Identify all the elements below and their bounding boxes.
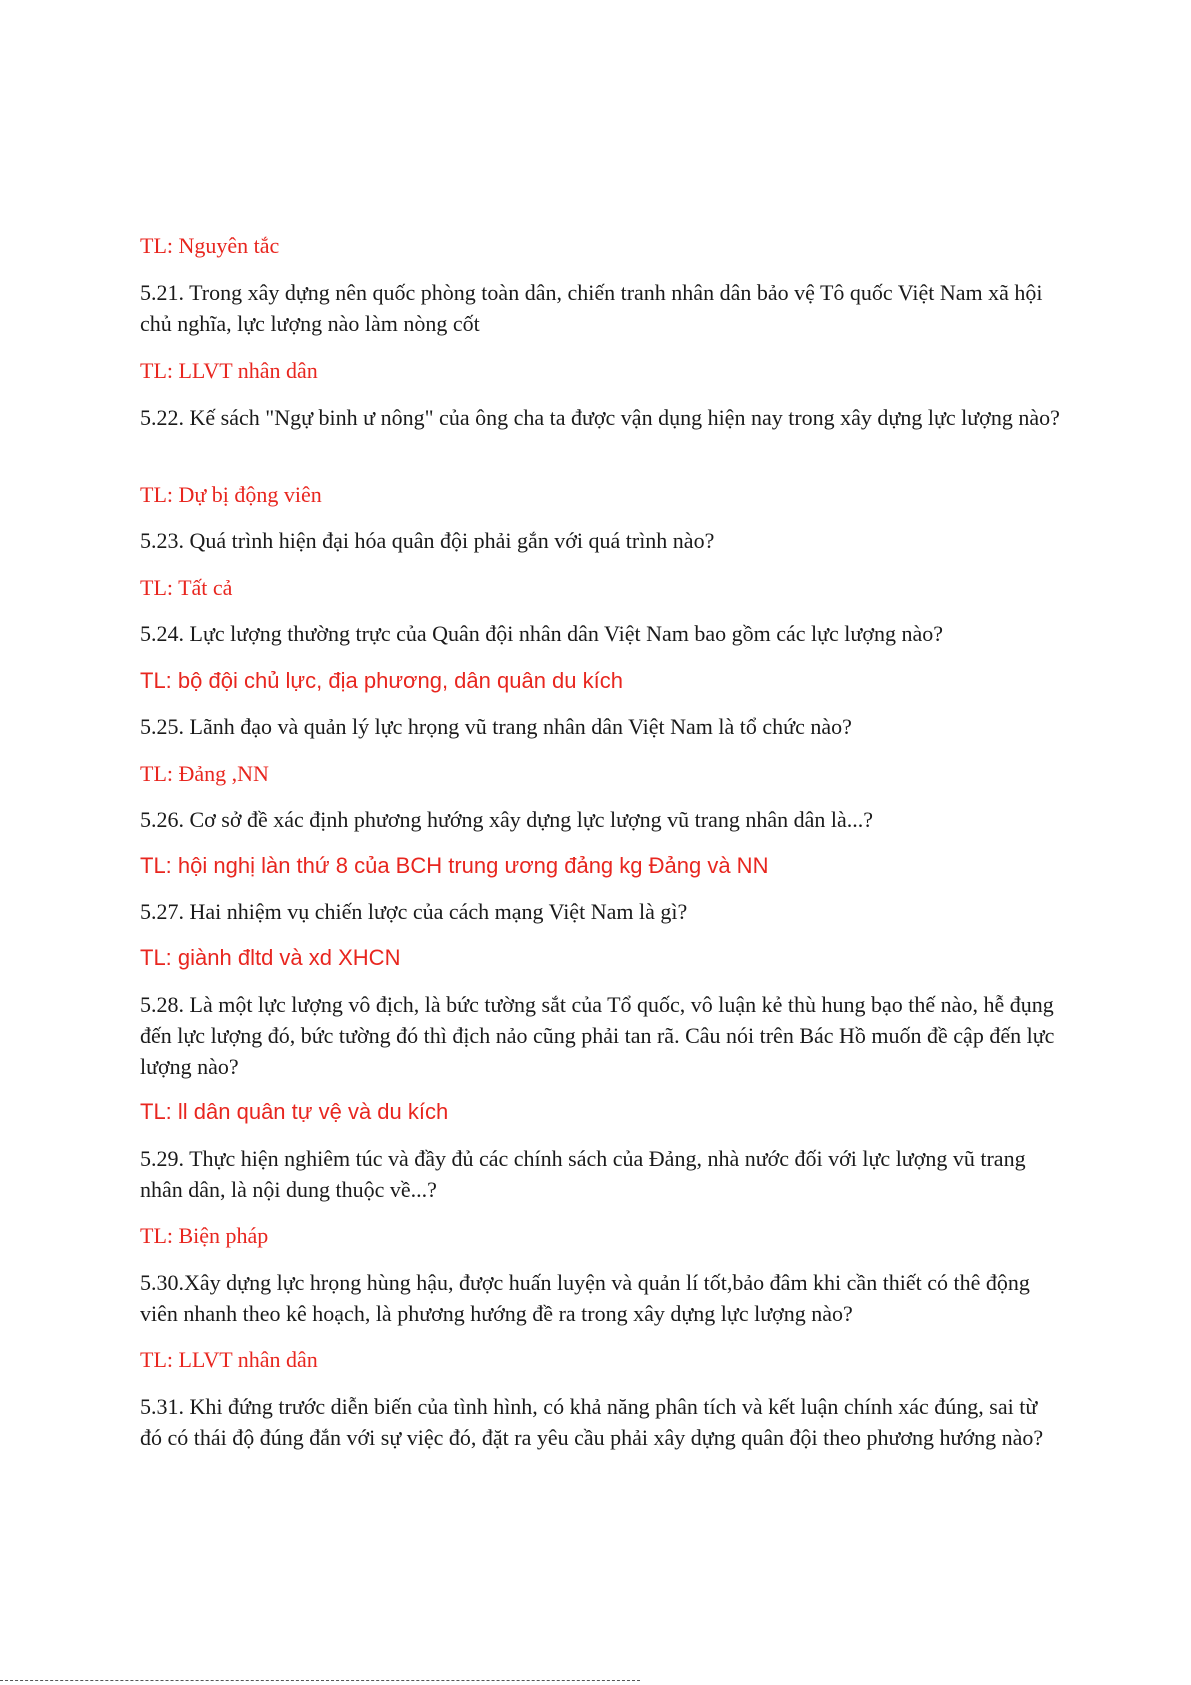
question-5-24: 5.24. Lực lượng thường trực của Quân đội nhân dân Việt Nam bao gồm các lực lượng nào? (140, 621, 944, 646)
question-5-30: 5.30.Xây dựng lực hrọng hùng hậu, được huấn luyện và quản lí tốt,bảo đâm khi cần thiết có thê động viên nhanh theo kê hoạch, là phương hướng đề ra trong xây dựng lực lượng nào? (140, 1270, 1030, 1326)
question-5-21: 5.21. Trong xây dựng nên quốc phòng toàn dân, chiến tranh nhân dân bảo vệ Tô quốc Việt Nam xã hội chủ nghĩa, lực lượng nào làm nòng cốt (140, 280, 1043, 336)
question-5-26: 5.26. Cơ sở đề xác định phương hướng xây dựng lực lượng vũ trang nhân dân là...? (140, 807, 874, 832)
question-5-31: 5.31. Khi đứng trước diễn biến của tình hình, có khả năng phân tích và kết luận chính xác đúng, sai từ đó có thái độ đúng đắn với sự việc đó, đặt ra yêu cầu phải xây dựng quân đội theo phương hướng nào? (140, 1394, 1044, 1450)
answer-text: TL: Dự bị động viên (140, 482, 322, 507)
answer-text: TL: hội nghị làn thứ 8 của BCH trung ương đảng kg Đảng và NN (140, 853, 769, 878)
answer-text: TL: Đảng ,NN (140, 761, 269, 786)
answer-text: TL: Nguyên tắc (140, 233, 280, 258)
answer-text: TL: giành đltd và xd XHCN (140, 945, 401, 970)
answer-text: TL: ll dân quân tự vệ và du kích (140, 1099, 449, 1124)
answer-text: TL: LLVT nhân dân (140, 1347, 318, 1372)
question-5-28: 5.28. Là một lực lượng vô địch, là bức tường sắt của Tổ quốc, vô luận kẻ thù hung bạo thế nào, hễ đụng đến lực lượng đó, bức tường đó thì địch nảo cũng phải tan rã. Câu nói trên Bác Hồ muốn đề cập đến lực lượng nào? (140, 992, 1055, 1079)
answer-text: TL: Tất cả (140, 575, 233, 600)
bottom-divider (0, 1680, 640, 1681)
question-5-29: 5.29. Thực hiện nghiêm túc và đầy đủ các chính sách của Đảng, nhà nước đối với lực lượng vũ trang nhân dân, là nội dung thuộc về...? (140, 1146, 1026, 1202)
answer-text: TL: bộ đội chủ lực, địa phương, dân quân du kích (140, 668, 623, 693)
question-5-27: 5.27. Hai nhiệm vụ chiến lược của cách mạng Việt Nam là gì? (140, 899, 688, 924)
question-5-22: 5.22. Kế sách "Ngự binh ư nông" của ông cha ta được vận dụng hiện nay trong xây dựng lực lượng nào? (140, 405, 1060, 430)
answer-text: TL: Biện pháp (140, 1223, 269, 1248)
question-5-23: 5.23. Quá trình hiện đại hóa quân đội phải gắn với quá trình nào? (140, 528, 715, 553)
answer-text: TL: LLVT nhân dân (140, 358, 318, 383)
question-5-25: 5.25. Lãnh đạo và quản lý lực hrọng vũ trang nhân dân Việt Nam là tổ chức nào? (140, 714, 852, 739)
